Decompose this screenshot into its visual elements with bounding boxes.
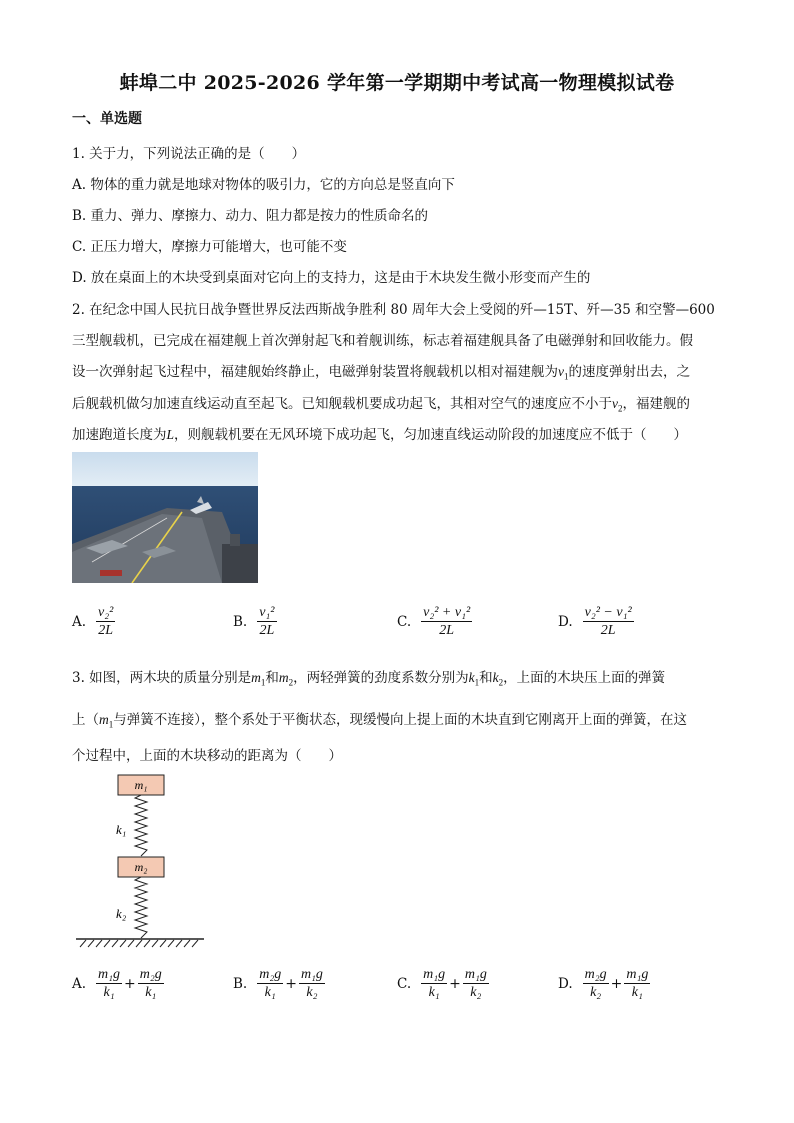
aircraft-carrier-photo — [72, 452, 258, 583]
fraction: $\frac{\text{m₂g}}{\text{k₁}}$ — [259, 967, 282, 1000]
var-L: L — [166, 427, 175, 442]
ground-hatch — [80, 940, 198, 947]
q3-option-a[interactable]: A. $\frac{\text{m₁g}}{\text{k₁}}$ + $\frac{\text{m₂g}}{\text{k₁}}$ — [72, 967, 162, 1000]
q2-option-d[interactable]: D. $\frac{\text{v₂² − v₁²}}{2L}$ — [558, 605, 632, 638]
q3-stem-line-1: 3. 如图，两木块的质量分别是$m_1$和$m_2$，两轻弹簧的劲度系数分别为$k_1$和$k_2$，上面的木块压上面的弹簧 — [72, 670, 666, 688]
spring-k1 — [135, 795, 147, 856]
q2-stem-line-2: 三型舰载机，已完成在福建舰上首次弹射起飞和着舰训练，标志着福建舰具备了电磁弹射和回收能力。假 — [72, 333, 693, 349]
svg-text:m₂: m₂ — [134, 860, 148, 874]
var-v1: $v_1$ — [558, 364, 569, 382]
q3-stem-line-3: 个过程中，上面的木块移动的距离为（ ） — [72, 748, 342, 764]
fraction: $\frac{\text{v₂²}}{2L}$ — [98, 605, 114, 638]
q2-option-c[interactable]: C. $\frac{\text{v₂² + v₁²}}{2L}$ — [397, 605, 471, 638]
svg-text:m₁: m₁ — [134, 778, 148, 792]
plus-sign: + — [124, 975, 136, 992]
spring-block-diagram — [72, 772, 212, 950]
svg-text:k₂: k₂ — [116, 906, 127, 921]
q3-option-d[interactable]: D. $\frac{\text{m₂g}}{\text{k₂}}$ + $\frac{\text{m₁g}}{\text{k₁}}$ — [558, 967, 649, 1000]
section-heading: 一、单选题 — [72, 111, 142, 127]
q2-stem-line-3: 设一次弹射起飞过程中，福建舰始终静止，电磁弹射装置将舰载机以相对福建舰为$v_1$的速度弹射出去，之 — [72, 364, 690, 382]
q2-option-b[interactable]: B. $\frac{\text{v₁²}}{2L}$ — [233, 605, 275, 638]
q3-stem-line-2: 上（$m_1$与弹簧不连接），整个系处于平衡状态，现缓慢向上提上面的木块直到它刚离开上面的弹簧，在这 — [72, 712, 687, 730]
fraction: $\frac{\text{m₂g}}{\text{k₂}}$ — [584, 967, 607, 1000]
svg-text:k₁: k₁ — [116, 822, 127, 837]
page-title: 蚌埠二中 2025-2026 学年第一学期期中考试高一物理模拟试卷 — [119, 72, 675, 94]
fraction: $\frac{\text{v₂² + v₁²}}{2L}$ — [423, 605, 471, 638]
spring-k2 — [135, 877, 147, 938]
q1-option-c[interactable]: C. 正压力增大，摩擦力可能增大，也可能不变 — [72, 239, 347, 255]
q3-option-c[interactable]: C. $\frac{\text{m₁g}}{\text{k₁}}$ + $\frac{\text{m₁g}}{\text{k₂}}$ — [397, 967, 487, 1000]
q2-stem-line-4: 后舰载机做匀加速直线运动直至起飞。已知舰载机要成功起飞，其相对空气的速度应不小于$v_2$，福建舰的 — [72, 396, 690, 414]
q1-option-b[interactable]: B. 重力、弹力、摩擦力、动力、阻力都是按力的性质命名的 — [72, 208, 429, 224]
plus-sign: + — [610, 975, 623, 992]
fraction: $\frac{\text{m₁g}}{\text{k₂}}$ — [464, 967, 487, 1000]
q2-option-a[interactable]: A. $\frac{\text{v₂²}}{2L}$ — [72, 605, 114, 638]
plus-sign: + — [449, 975, 461, 992]
q2-stem-line-1: 2. 在纪念中国人民抗日战争暨世界反法西斯战争胜利 80 周年大会上受阅的歼—15T、歼—35 和空警—600 — [72, 302, 715, 318]
fraction: $\frac{\text{v₁²}}{2L}$ — [259, 605, 275, 638]
q2-stem-line-5: 加速跑道长度为L，则舰载机要在无风环境下成功起飞，匀加速直线运动阶段的加速度应不低于（ ） — [72, 427, 688, 443]
var-v2: $v_2$ — [612, 396, 623, 414]
fraction: $\frac{\text{m₁g}}{\text{k₁}}$ — [626, 967, 649, 1000]
fraction: $\frac{\text{m₁g}}{\text{k₁}}$ — [98, 967, 121, 1000]
q1-option-a[interactable]: A. 物体的重力就是地球对物体的吸引力，它的方向总是竖直向下 — [72, 177, 455, 193]
fraction: $\frac{\text{m₁g}}{\text{k₂}}$ — [300, 967, 323, 1000]
fraction: $\frac{\text{m₁g}}{\text{k₁}}$ — [423, 967, 446, 1000]
q1-stem: 1. 关于力，下列说法正确的是（ ） — [72, 146, 306, 162]
q1-option-d[interactable]: D. 放在桌面上的木块受到桌面对它向上的支持力，这是由于木块发生微小形变而产生的 — [72, 270, 591, 286]
plus-sign: + — [285, 975, 297, 992]
fraction: $\frac{\text{m₂g}}{\text{k₁}}$ — [139, 967, 162, 1000]
q3-option-b[interactable]: B. $\frac{\text{m₂g}}{\text{k₁}}$ + $\frac{\text{m₁g}}{\text{k₂}}$ — [233, 967, 323, 1000]
fraction: $\frac{\text{v₂² − v₁²}}{2L}$ — [584, 605, 632, 638]
